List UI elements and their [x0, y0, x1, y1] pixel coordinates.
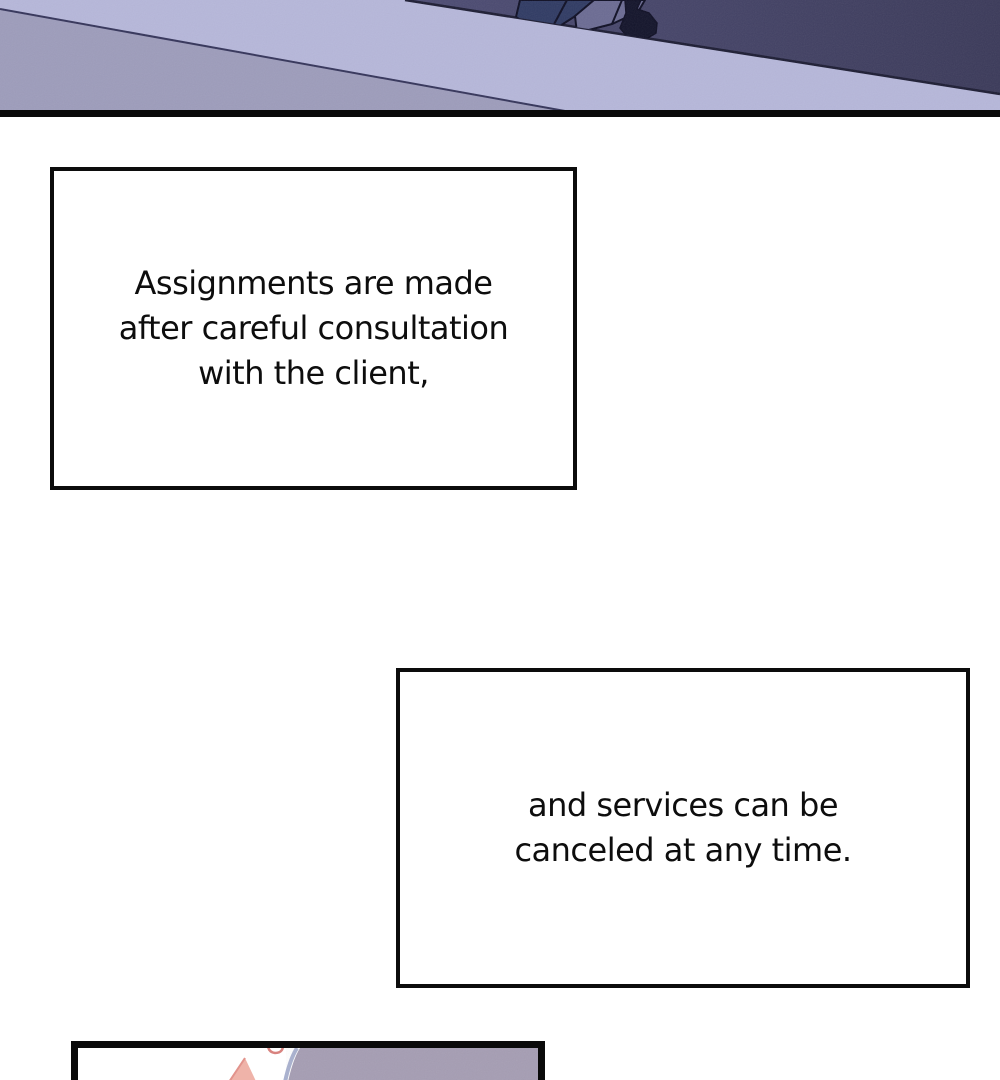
top-panel-illustration [0, 0, 1000, 117]
caption2-line1: and services can be [528, 786, 838, 824]
caption-box-1 [50, 167, 577, 490]
caption1-line3: with the client, [198, 354, 429, 392]
caption2-line2: canceled at any time. [514, 831, 852, 869]
bottom-panel-partial [71, 1041, 545, 1080]
caption-box-2 [396, 668, 970, 988]
top-panel-art [0, 0, 1000, 117]
bottom-panel-art [78, 1048, 538, 1080]
pink-curl-detail [268, 1048, 283, 1053]
grain-texture-overlay-bottom [286, 1048, 538, 1080]
grain-texture-overlay [0, 0, 1000, 111]
top-panel-border [0, 110, 1000, 117]
caption1-line1: Assignments are made [134, 264, 493, 302]
caption1-line2: after careful consultation [118, 309, 509, 347]
